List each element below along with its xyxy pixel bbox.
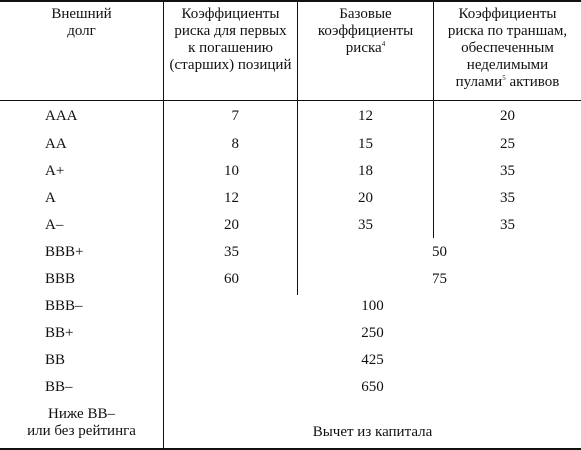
rating-bbb: BBB [45,271,76,287]
footnote-4: 4 [381,40,386,48]
header-base-coefficients [298,6,433,57]
base-value: 15 [358,136,373,152]
senior-value: 12 [224,190,239,206]
header-tranche-line: Коэффициенты [458,6,557,22]
rating-bbb-plus: BBB+ [45,244,84,260]
header-base-line [298,40,433,57]
all-value: 650 [361,379,384,395]
header-senior-line: к погашению [188,40,273,56]
all-value: 425 [361,352,384,368]
header-senior-positions [164,6,297,74]
header-tranche-line: риска по траншам, [447,23,568,39]
rating-a: A [45,190,56,206]
footnote-5: 5 [502,74,506,82]
header-tranche-pools: пулами [455,74,503,90]
tranche-value: 35 [500,217,515,233]
tranche-value: 35 [500,163,515,179]
base-value: 20 [358,190,373,206]
rating-bbb-minus: BBB– [45,298,83,314]
header-tranche-assets: активов [505,74,560,90]
merged-value: 50 [432,244,447,260]
senior-value: 35 [224,244,239,260]
header-senior-line: риска для первых [174,23,287,39]
rating-a-plus: A+ [45,163,65,179]
header-tranche-coefficients [434,6,581,91]
base-value: 35 [358,217,373,233]
header-external-debt [0,6,163,40]
rating-aaa: AAA [45,108,78,124]
header-tranche-line: неделимыми [466,57,549,73]
rating-bb: BB [45,352,66,368]
header-bottom-border [0,100,581,101]
rating-a-minus: A– [45,217,64,233]
rating-below-bb-minus [0,406,163,440]
senior-value: 10 [224,163,239,179]
header-external-debt-line: долг [67,23,96,39]
header-tranche-line [434,74,581,91]
rating-below-line: или без рейтинга [27,423,136,439]
rating-bb-minus: BB– [45,379,73,395]
rating-bb-plus: BB+ [45,325,74,341]
senior-value: 8 [231,136,239,152]
header-tranche-line: обеспеченным [461,40,554,56]
tranche-value: 35 [500,190,515,206]
tranche-value: 20 [500,108,515,124]
base-value: 18 [358,163,373,179]
merged-value: 75 [432,271,447,287]
header-senior-line: Коэффициенты [181,6,280,22]
header-external-debt-line: Внешний [51,6,112,22]
header-senior-line: (старших) позиций [169,57,292,73]
all-value: 250 [361,325,384,341]
rating-aa: AA [45,136,67,152]
all-value: 100 [361,298,384,314]
senior-value: 60 [224,271,239,287]
rating-below-line: Ниже BB– [48,406,115,422]
table-top-border [0,0,581,2]
senior-value: 7 [231,108,239,124]
capital-deduction: Вычет из капитала [312,424,433,440]
tranche-value: 25 [500,136,515,152]
header-base-last-word: риска [345,40,382,56]
header-base-line: Базовые [339,6,392,22]
base-value: 12 [358,108,373,124]
senior-value: 20 [224,217,239,233]
header-base-line: коэффициенты [317,23,414,39]
